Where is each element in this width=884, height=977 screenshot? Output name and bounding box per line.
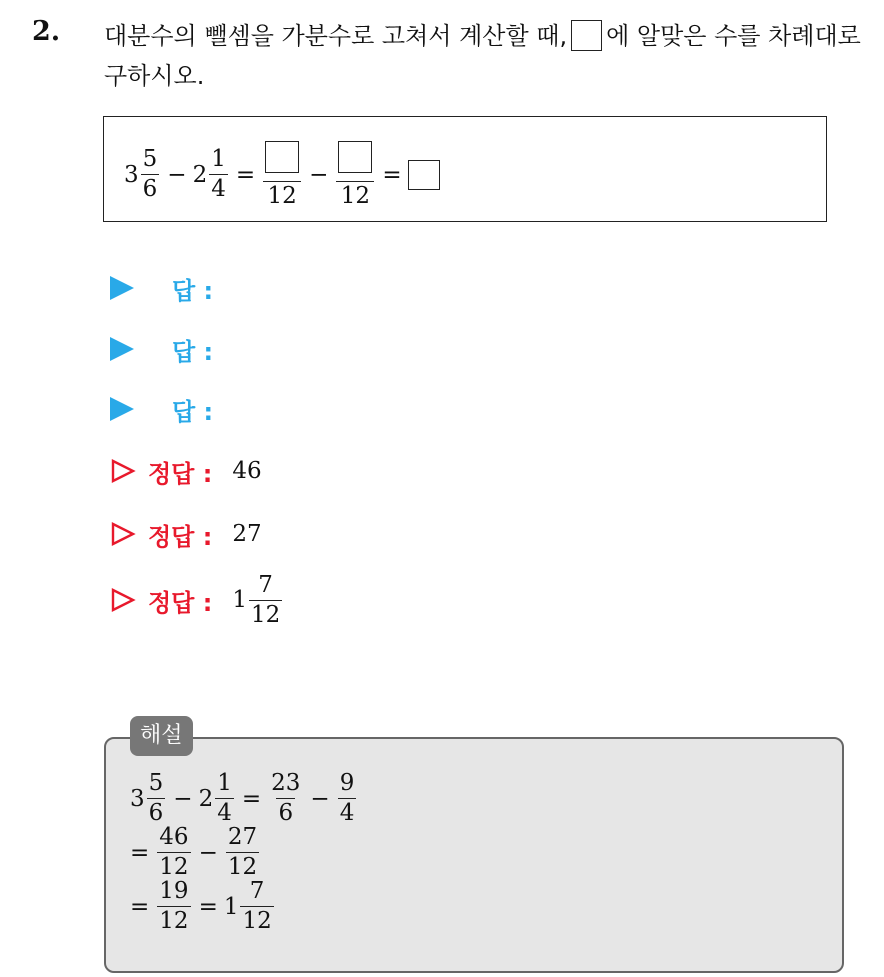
explanation-line bbox=[130, 880, 276, 933]
numerator: 46 bbox=[159, 824, 189, 850]
play-triangle-icon bbox=[110, 337, 134, 361]
explanation-line bbox=[130, 772, 358, 825]
explanation-line bbox=[130, 826, 261, 879]
blank-box-icon bbox=[338, 141, 372, 173]
play-triangle-icon bbox=[110, 397, 134, 421]
equals-sign: = bbox=[130, 893, 150, 920]
correct-value: 27 bbox=[232, 521, 262, 547]
numerator bbox=[263, 141, 301, 181]
mixed-whole: 3 bbox=[130, 785, 145, 812]
denominator: 12 bbox=[250, 601, 281, 628]
mixed-whole: 2 bbox=[198, 785, 214, 812]
answer-label: 답 : bbox=[172, 276, 214, 305]
denominator: 12 bbox=[263, 181, 301, 208]
blank-box-icon bbox=[571, 20, 602, 51]
correct-label: 정답 : bbox=[148, 459, 213, 488]
question-text-part2: 에 알맞은 수를 차례대로 구하시오. bbox=[104, 22, 861, 90]
equation-box bbox=[103, 116, 827, 222]
blank-box-icon bbox=[265, 141, 299, 173]
answer-label: 답 : bbox=[172, 337, 214, 366]
minus-sign: − bbox=[173, 785, 193, 812]
denominator: 12 bbox=[336, 181, 374, 208]
equals-sign: = bbox=[382, 161, 402, 188]
play-triangle-icon bbox=[110, 276, 134, 300]
denominator: 4 bbox=[211, 176, 226, 202]
answer-row bbox=[110, 389, 213, 429]
denominator: 12 bbox=[242, 908, 272, 934]
answer-row bbox=[110, 268, 213, 308]
outline-triangle-icon bbox=[110, 458, 136, 484]
numerator: 1 bbox=[211, 146, 226, 172]
equals-sign: = bbox=[198, 893, 218, 920]
outline-triangle-icon bbox=[110, 521, 136, 547]
numerator: 5 bbox=[148, 770, 164, 796]
fraction bbox=[269, 772, 302, 825]
numerator: 1 bbox=[217, 770, 232, 796]
outline-triangle-icon bbox=[110, 587, 136, 613]
correct-value: 46 bbox=[232, 458, 262, 484]
denominator: 12 bbox=[227, 854, 258, 880]
numerator bbox=[336, 141, 374, 181]
mixed-whole: 3 bbox=[124, 161, 139, 188]
explanation-tag: 해설 bbox=[130, 716, 193, 756]
correct-label: 정답 : bbox=[148, 588, 213, 617]
correct-value-mixed bbox=[232, 571, 284, 628]
correct-answer-row bbox=[110, 571, 284, 628]
fraction bbox=[157, 826, 190, 879]
mixed-whole: 2 bbox=[192, 161, 208, 188]
correct-answer-row bbox=[110, 451, 262, 491]
fraction bbox=[240, 880, 273, 933]
question-number: 2. bbox=[32, 16, 61, 47]
equals-sign: = bbox=[235, 161, 256, 188]
denominator: 12 bbox=[159, 854, 189, 880]
numerator: 9 bbox=[339, 770, 355, 796]
numerator: 7 bbox=[249, 878, 265, 904]
denominator: 6 bbox=[142, 176, 158, 202]
fraction-with-blank bbox=[336, 141, 374, 208]
denominator: 6 bbox=[148, 800, 164, 826]
fraction bbox=[209, 148, 228, 201]
equals-sign: = bbox=[241, 785, 262, 812]
question-text bbox=[104, 16, 874, 96]
fraction bbox=[147, 772, 166, 825]
numerator: 27 bbox=[227, 824, 258, 850]
equals-sign: = bbox=[130, 839, 150, 866]
mixed-whole: 1 bbox=[223, 893, 239, 920]
question-text-part1: 대분수의 뺄셈을 가분수로 고쳐서 계산할 때, bbox=[104, 22, 568, 50]
blank-box-icon bbox=[408, 160, 440, 190]
correct-answer-row bbox=[110, 514, 262, 554]
fraction-with-blank bbox=[263, 141, 301, 208]
correct-label: 정답 : bbox=[148, 522, 213, 551]
denominator: 4 bbox=[217, 800, 232, 826]
numerator: 7 bbox=[258, 571, 273, 598]
fraction bbox=[215, 772, 234, 825]
minus-sign: − bbox=[167, 161, 187, 188]
fraction bbox=[226, 826, 259, 879]
answer-label: 답 : bbox=[172, 397, 214, 426]
denominator: 4 bbox=[339, 800, 355, 826]
minus-sign: − bbox=[310, 785, 330, 812]
fraction bbox=[338, 772, 357, 825]
fraction bbox=[157, 880, 190, 933]
numerator: 23 bbox=[271, 770, 301, 796]
numerator: 5 bbox=[142, 146, 158, 172]
fraction bbox=[141, 148, 160, 201]
denominator: 12 bbox=[159, 908, 189, 934]
denominator: 6 bbox=[278, 800, 294, 826]
equation bbox=[124, 141, 440, 208]
answer-row bbox=[110, 329, 213, 369]
minus-sign: − bbox=[198, 839, 218, 866]
fraction bbox=[249, 571, 282, 628]
minus-sign: − bbox=[309, 161, 329, 188]
mixed-whole: 1 bbox=[232, 587, 247, 613]
numerator: 19 bbox=[159, 878, 189, 904]
